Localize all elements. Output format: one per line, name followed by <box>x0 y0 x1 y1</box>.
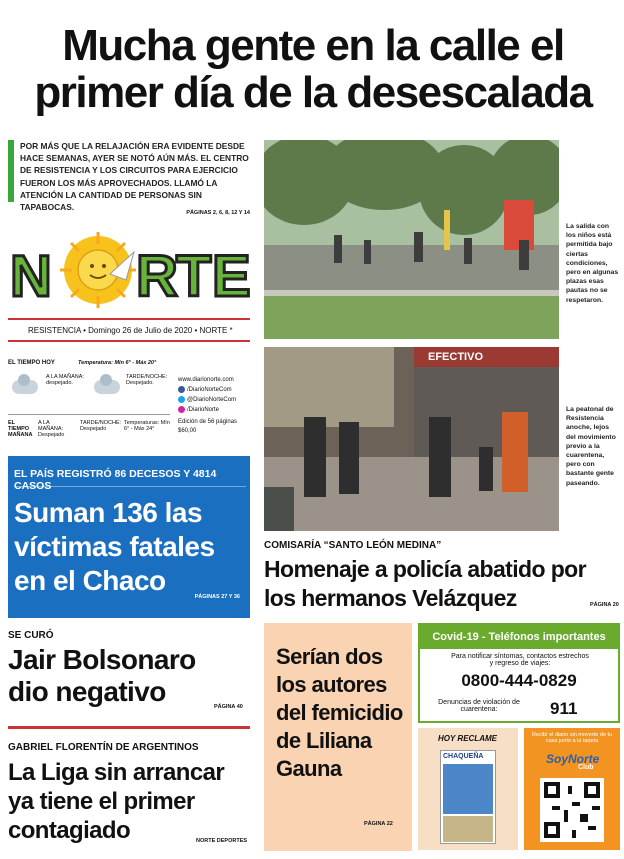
norte-logo <box>8 230 250 310</box>
twitter-handle: @DiarioNorteCom <box>187 397 237 403</box>
weather-evening: TARDE/NOCHE: Despejado. <box>126 374 168 386</box>
weather-tomorrow-label: EL TIEMPO MAÑANA <box>8 420 33 438</box>
weather-morning: A LA MAÑANA: despejado. <box>46 374 84 386</box>
promo-text: Recibí el diario sin moverte de tu casa junto a la tarjeta <box>531 732 613 744</box>
femicide-page-ref: PÁGINA 22 <box>364 821 393 827</box>
femicide-title: Serían dos los autores del femicidio de Liliana Gauna <box>276 644 403 781</box>
lead-page-ref: PÁGINAS 2, 6, 8, 12 Y 14 <box>186 210 250 216</box>
park-photo <box>264 140 559 339</box>
violation-text: Denuncias de violación de cuarentena: <box>438 699 520 713</box>
sun-icon <box>60 232 136 308</box>
bolsonaro-title[interactable]: Jair Bolsonaro dio negativo <box>8 644 196 707</box>
instagram-icon <box>178 406 185 413</box>
cloud-icon <box>12 380 38 394</box>
main-headline: Mucha gente en la calle el primer día de la desescalada <box>34 21 592 117</box>
weather-panel <box>8 360 173 442</box>
instagram-handle: /DiarioNorte <box>187 407 220 413</box>
liga-page-ref: NORTE DEPORTES <box>196 838 248 844</box>
facebook-handle: /DiarioNorteCom <box>187 387 232 393</box>
weather-title: EL TIEMPO HOY <box>8 360 55 366</box>
covid-deaths-story[interactable] <box>8 456 250 618</box>
logo-letter-e: E <box>212 244 250 309</box>
price: $60,00 <box>178 428 197 434</box>
contact-info <box>178 375 254 436</box>
park-caption: La salida con los niños está permitida bajo ciertas condiciones, pero en algunas plazas esas pautas no se respetaron. <box>566 223 619 304</box>
story-title: Suman 136 las víctimas fatales en el Chaco <box>14 497 215 596</box>
logo-letter-r: R <box>136 244 178 309</box>
facebook-icon <box>178 386 185 393</box>
logo-letter-n: N <box>10 244 52 309</box>
street-caption: La peatonal de Resistencia anoche, lejos del movimiento previo a la cuarentena, pero con bastante gente paseando. <box>566 406 616 487</box>
notify-phone[interactable]: 0800-444-0829 <box>461 671 577 690</box>
liga-title[interactable]: La Liga sin arrancar ya tiene el primer contagiado <box>8 759 225 844</box>
soynorte-promo[interactable] <box>524 728 620 850</box>
promo-brand: SoyNorte <box>546 752 600 766</box>
magazine-cover <box>440 750 496 844</box>
lead-paragraph: POR MÁS QUE LA RELAJACIÓN ERA EVIDENTE DESDE HACE SEMANAS, AYER SE NOTÓ AÚN MÁS. EL CENTRO DE RESISTENCIA Y LOS CIRCUITOS PARA EJERCICIO FUERON LOS MÁS APROVECHADOS. LLAMÓ LA ATENCIÓN LA CANTIDAD DE PERSONAS SIN TAPABOCAS. <box>8 140 256 202</box>
pedestrian-street-photo <box>264 347 559 531</box>
magazine-title: CHAQUEÑA <box>443 753 484 760</box>
liga-kicker: GABRIEL FLORENTÍN DE ARGENTINOS <box>8 742 199 753</box>
comisaria-kicker: COMISARÍA “SANTO LEÓN MEDINA” <box>264 540 442 551</box>
bolsonaro-page-ref: PÁGINA 40 <box>214 704 243 710</box>
edition-info: Edición de 56 páginas <box>178 419 238 425</box>
story-page-ref: PÁGINAS 27 Y 36 <box>194 594 240 600</box>
weather-tomorrow-morning: A LA MAÑANA: Despejado <box>38 420 65 438</box>
weather-tomorrow-evening: TARDE/NOCHE: Despejado <box>80 420 122 432</box>
twitter-icon <box>178 396 185 403</box>
dateline-text: RESISTENCIA • Domingo 26 de Julio de 2020 • NORTE * <box>28 325 233 335</box>
weather-temps: Temperatura: Mín 6° - Máx 20° <box>78 360 157 366</box>
comisaria-page-ref: PÁGINA 20 <box>590 602 619 608</box>
weather-tomorrow-temps: Temperaturas: Mín 6° - Máx 24° <box>124 420 170 432</box>
qr-code-icon[interactable] <box>540 778 604 842</box>
violation-phone[interactable]: 911 <box>550 699 578 718</box>
bolsonaro-kicker: SE CURÓ <box>8 630 54 641</box>
promo-brand-club: Club <box>578 764 594 771</box>
website-link[interactable]: www.diarionorte.com <box>178 377 234 383</box>
twitter-link[interactable] <box>178 395 254 405</box>
instagram-link[interactable] <box>178 405 254 415</box>
facebook-link[interactable] <box>178 385 254 395</box>
shop-sign: EFECTIVO <box>428 351 484 363</box>
covid-header: Covid-19 - Teléfonos importantes <box>420 625 618 649</box>
logo-letter-t: T <box>176 244 212 309</box>
cloud-icon <box>94 380 120 394</box>
comisaria-title[interactable]: Homenaje a policía abatido por los hermanos Velázquez <box>264 556 586 611</box>
masthead-dateline <box>8 318 250 342</box>
hoy-reclame-box[interactable] <box>418 728 518 850</box>
hoy-reclame-title: HOY RECLAME <box>438 734 497 743</box>
femicide-story[interactable] <box>264 623 412 851</box>
notify-text: Para notificar síntomas, contactos estrechos y regreso de viajes: <box>451 653 589 667</box>
covid-phones-box <box>418 623 620 723</box>
story-kicker: EL PAÍS REGISTRÓ 86 DECESOS Y 4814 CASOS <box>14 468 217 492</box>
